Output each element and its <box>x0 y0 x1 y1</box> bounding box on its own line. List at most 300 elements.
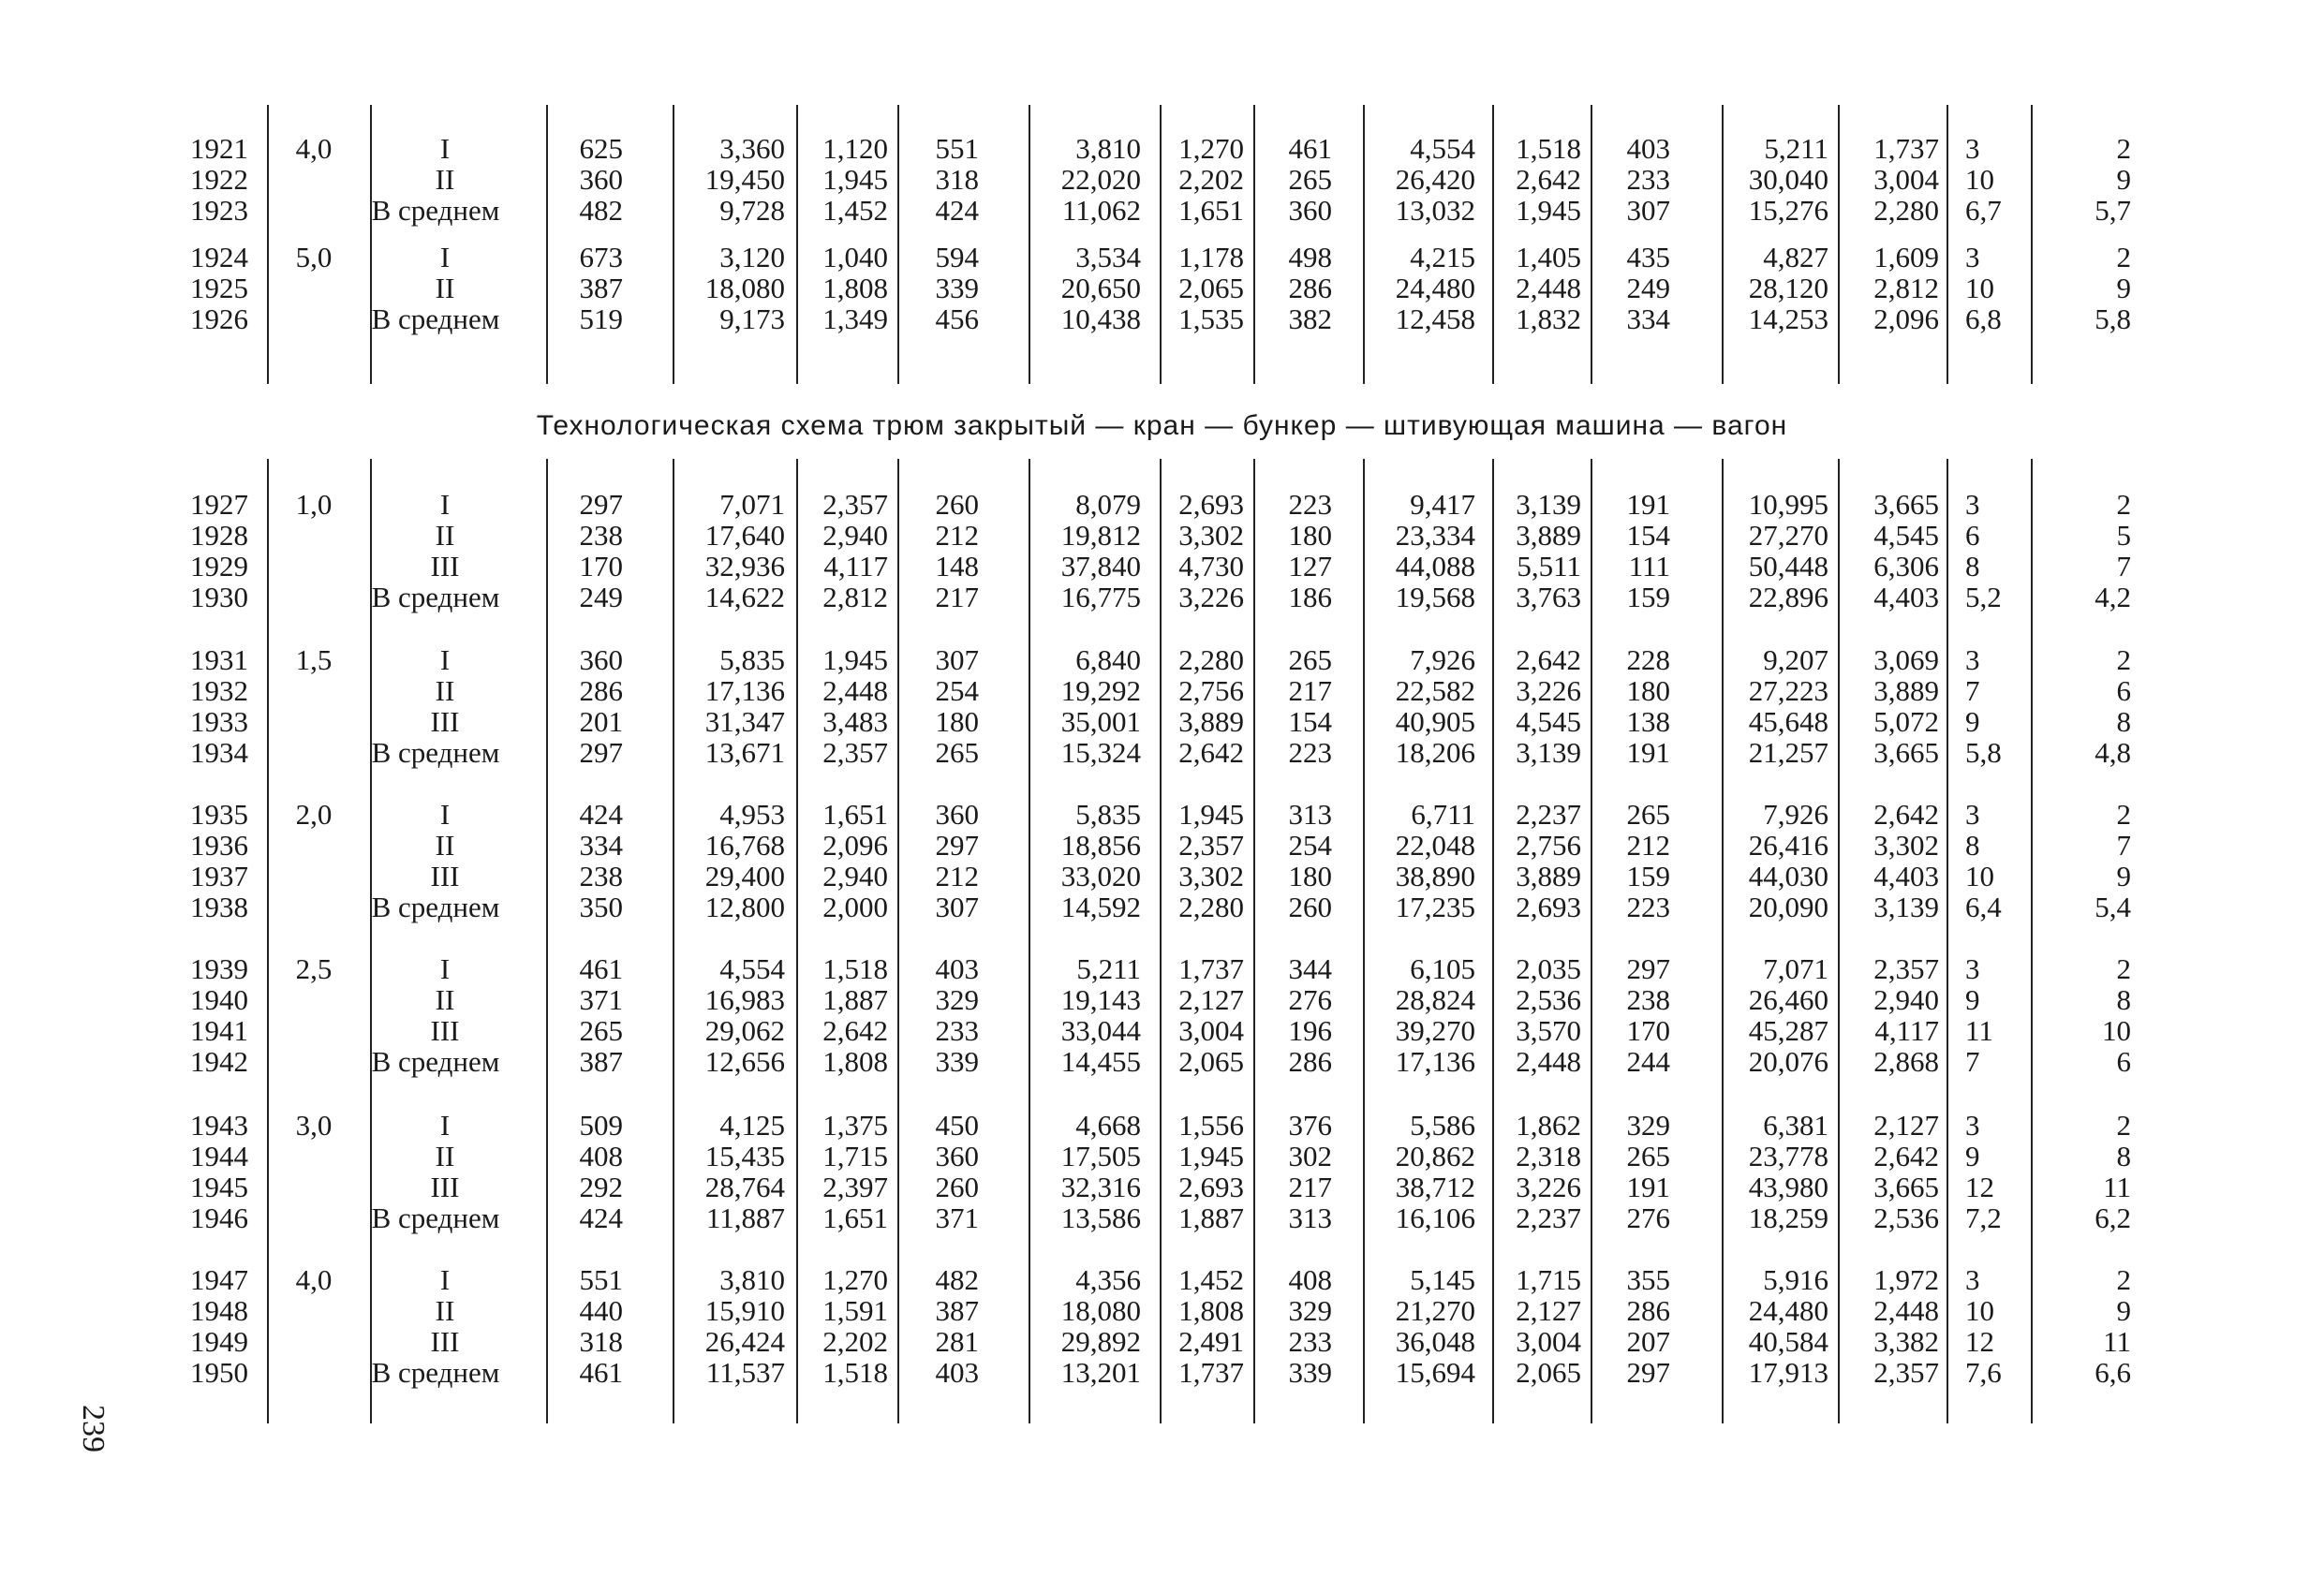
column-divider <box>1591 459 1592 1423</box>
table-cell: 254 <box>935 674 979 707</box>
table-cell: 276 <box>1288 983 1332 1016</box>
table-cell: 40,905 <box>1395 705 1475 738</box>
column-divider <box>2031 459 2033 1423</box>
table-cell: 2 <box>2116 241 2131 273</box>
table-cell-type: В среднем <box>371 581 500 613</box>
column-divider <box>1591 105 1592 384</box>
table-cell: 2,642 <box>1516 643 1581 676</box>
table-cell: 1,518 <box>822 952 888 985</box>
table-cell: 2,237 <box>1516 798 1581 831</box>
table-cell: 12,458 <box>1395 302 1475 335</box>
table-cell: 265 <box>1626 1140 1670 1172</box>
table-cell: 17,505 <box>1060 1140 1141 1172</box>
table-cell: 159 <box>1626 860 1670 892</box>
table-cell: 302 <box>1288 1140 1332 1172</box>
table-cell: 4,730 <box>1178 550 1244 582</box>
column-divider <box>1838 105 1840 384</box>
table-cell: 344 <box>1288 952 1332 985</box>
table-cell: 16,775 <box>1060 581 1141 613</box>
table-cell: 456 <box>935 302 979 335</box>
table-cell: 15,910 <box>704 1294 785 1327</box>
table-cell: 1,808 <box>822 272 888 304</box>
table-cell: 15,276 <box>1748 194 1828 227</box>
table-cell: 440 <box>579 1294 623 1327</box>
table-cell: 313 <box>1288 798 1332 831</box>
table-cell-type: II <box>435 829 455 862</box>
table-cell-year: 1948 <box>190 1294 248 1327</box>
table-cell: 7 <box>1965 674 1980 707</box>
table-cell-year: 1935 <box>190 798 248 831</box>
column-divider <box>673 459 674 1423</box>
table-cell: 2,940 <box>822 519 888 552</box>
table-cell-type: I <box>439 1109 451 1142</box>
table-cell: 360 <box>935 798 979 831</box>
table-cell-year: 1937 <box>190 860 248 892</box>
table-cell: 5,4 <box>2095 891 2131 923</box>
table-cell: 26,460 <box>1748 983 1828 1016</box>
table-cell: 382 <box>1288 302 1332 335</box>
table-cell: 1,832 <box>1516 302 1581 335</box>
table-cell: 2,318 <box>1516 1140 1581 1172</box>
column-divider <box>897 105 899 384</box>
table-cell-year: 1925 <box>190 272 248 304</box>
page-number: 239 <box>76 1405 111 1452</box>
table-cell: 1,270 <box>1178 132 1244 165</box>
table-cell-year: 1933 <box>190 705 248 738</box>
table-cell: 154 <box>1288 705 1332 738</box>
table-cell-year: 1922 <box>190 163 248 196</box>
table-cell: 20,090 <box>1748 891 1828 923</box>
table-cell-type: III <box>430 550 460 582</box>
table-cell: 13,201 <box>1060 1356 1141 1389</box>
table-cell: 2,448 <box>1516 272 1581 304</box>
table-cell: 4,403 <box>1873 860 1939 892</box>
table-cell-type: В среднем <box>371 736 500 769</box>
table-cell: 17,913 <box>1748 1356 1828 1389</box>
table-cell: 1,452 <box>822 194 888 227</box>
table-cell: 1,737 <box>1178 952 1244 985</box>
table-cell: 9 <box>1965 1140 1980 1172</box>
table-cell: 170 <box>579 550 623 582</box>
table-cell-year: 1921 <box>190 132 248 165</box>
table-cell: 2,642 <box>1178 736 1244 769</box>
table-cell: 339 <box>1288 1356 1332 1389</box>
column-divider <box>1722 459 1724 1423</box>
table-cell: 2 <box>2116 798 2131 831</box>
table-cell: 2,642 <box>1873 798 1939 831</box>
table-cell-type: I <box>439 488 451 521</box>
table-cell-type: В среднем <box>371 302 500 335</box>
table-cell: 2 <box>2116 488 2131 521</box>
table-cell: 307 <box>935 891 979 923</box>
table-cell: 2,000 <box>822 891 888 923</box>
table-cell: 27,223 <box>1748 674 1828 707</box>
table-cell: 461 <box>579 1356 623 1389</box>
table-cell: 8 <box>2116 705 2131 738</box>
table-cell: 509 <box>579 1109 623 1142</box>
table-cell: 1,040 <box>822 241 888 273</box>
table-cell: 22,020 <box>1060 163 1141 196</box>
table-cell: 2,940 <box>1873 983 1939 1016</box>
table-cell: 3 <box>1965 241 1980 273</box>
table-cell: 2,536 <box>1516 983 1581 1016</box>
table-cell: 6 <box>2116 1045 2131 1078</box>
table-cell: 2 <box>2116 132 2131 165</box>
table-cell: 355 <box>1626 1263 1670 1296</box>
table-cell: 2,357 <box>822 488 888 521</box>
table-cell: 2,812 <box>822 581 888 613</box>
table-cell: 519 <box>579 302 623 335</box>
table-cell-type: II <box>435 272 455 304</box>
table-cell: 3 <box>1965 488 1980 521</box>
table-cell: 10 <box>1965 272 1994 304</box>
table-cell: 6 <box>2116 674 2131 707</box>
table-cell: 180 <box>1288 860 1332 892</box>
table-cell-type: II <box>435 519 455 552</box>
table-cell: 20,650 <box>1060 272 1141 304</box>
table-cell: 461 <box>579 952 623 985</box>
table-cell-type: III <box>430 1325 460 1358</box>
table-cell: 18,080 <box>704 272 785 304</box>
table-cell: 159 <box>1626 581 1670 613</box>
column-divider <box>1029 459 1030 1423</box>
table-cell: 1,651 <box>822 798 888 831</box>
table-cell: 2,693 <box>1516 891 1581 923</box>
table-cell-year: 1928 <box>190 519 248 552</box>
table-cell: 2,202 <box>1178 163 1244 196</box>
table-cell-type: В среднем <box>371 1356 500 1389</box>
table-cell: 6,306 <box>1873 550 1939 582</box>
table-cell: 127 <box>1288 550 1332 582</box>
table-cell: 233 <box>1288 1325 1332 1358</box>
table-cell-type: II <box>435 163 455 196</box>
table-cell: 2,280 <box>1873 194 1939 227</box>
table-cell-year: 1950 <box>190 1356 248 1389</box>
table-cell-param: 1,0 <box>295 488 333 521</box>
table-cell: 191 <box>1626 1171 1670 1203</box>
table-cell: 424 <box>579 798 623 831</box>
table-cell-type: В среднем <box>371 1045 500 1078</box>
table-cell: 3,302 <box>1178 519 1244 552</box>
table-cell: 23,334 <box>1395 519 1475 552</box>
table-cell-year: 1931 <box>190 643 248 676</box>
column-divider <box>370 459 372 1423</box>
table-cell-param: 1,5 <box>295 643 333 676</box>
column-divider <box>1947 459 1948 1423</box>
table-cell: 2,357 <box>1873 1356 1939 1389</box>
column-divider <box>1029 105 1030 384</box>
table-cell: 318 <box>579 1325 623 1358</box>
table-cell: 19,292 <box>1060 674 1141 707</box>
table-cell: 5,211 <box>1764 132 1828 165</box>
table-cell-year: 1936 <box>190 829 248 862</box>
table-cell: 180 <box>935 705 979 738</box>
table-cell-type: I <box>439 132 451 165</box>
table-cell: 4,554 <box>1410 132 1475 165</box>
table-cell: 11 <box>1965 1014 1993 1047</box>
table-cell: 191 <box>1626 488 1670 521</box>
table-cell: 4,545 <box>1873 519 1939 552</box>
table-cell: 2,065 <box>1516 1356 1581 1389</box>
column-divider <box>796 105 798 384</box>
table-cell: 1,556 <box>1178 1109 1244 1142</box>
table-cell: 4,356 <box>1075 1263 1141 1296</box>
table-cell: 212 <box>1626 829 1670 862</box>
table-cell: 19,568 <box>1395 581 1475 613</box>
table-cell: 254 <box>1288 829 1332 862</box>
table-cell: 3,139 <box>1516 736 1581 769</box>
table-cell: 24,480 <box>1395 272 1475 304</box>
table-cell: 2,536 <box>1873 1201 1939 1234</box>
table-cell: 2,202 <box>822 1325 888 1358</box>
table-cell: 180 <box>1288 519 1332 552</box>
table-cell: 1,120 <box>822 132 888 165</box>
table-cell: 1,945 <box>1178 798 1244 831</box>
table-cell-year: 1932 <box>190 674 248 707</box>
column-divider <box>1160 105 1162 384</box>
table-cell-year: 1929 <box>190 550 248 582</box>
table-cell: 14,622 <box>704 581 785 613</box>
table-cell-year: 1942 <box>190 1045 248 1078</box>
table-cell: 6,6 <box>2095 1356 2131 1389</box>
table-cell: 339 <box>935 1045 979 1078</box>
table-cell: 6,381 <box>1763 1109 1828 1142</box>
table-cell: 6,105 <box>1410 952 1475 985</box>
table-cell: 13,586 <box>1060 1201 1141 1234</box>
table-cell: 9 <box>1965 705 1980 738</box>
table-cell: 297 <box>1626 1356 1670 1389</box>
table-cell-type: III <box>430 860 460 892</box>
table-cell: 16,983 <box>704 983 785 1016</box>
table-cell-param: 2,0 <box>295 798 333 831</box>
table-cell: 360 <box>579 163 623 196</box>
table-cell: 17,640 <box>704 519 785 552</box>
table-cell: 4,545 <box>1516 705 1581 738</box>
table-cell: 3,120 <box>719 241 785 273</box>
table-cell: 11 <box>2103 1325 2131 1358</box>
table-cell: 9 <box>2116 163 2131 196</box>
table-cell: 2,940 <box>822 860 888 892</box>
table-cell-type: II <box>435 1140 455 1172</box>
table-cell: 22,048 <box>1395 829 1475 862</box>
table-cell: 38,890 <box>1395 860 1475 892</box>
table-cell: 1,405 <box>1516 241 1581 273</box>
table-cell: 8 <box>2116 983 2131 1016</box>
table-cell: 2 <box>2116 1263 2131 1296</box>
table-cell: 23,778 <box>1748 1140 1828 1172</box>
table-cell: 2,280 <box>1178 891 1244 923</box>
table-cell: 387 <box>935 1294 979 1327</box>
table-cell: 217 <box>1288 674 1332 707</box>
table-cell-year: 1940 <box>190 983 248 1016</box>
table-cell: 2,642 <box>822 1014 888 1047</box>
table-cell: 207 <box>1626 1325 1670 1358</box>
table-cell: 2,035 <box>1516 952 1581 985</box>
table-cell-param: 2,5 <box>295 952 333 985</box>
table-cell: 297 <box>935 829 979 862</box>
table-cell: 297 <box>1626 952 1670 985</box>
table-cell: 10 <box>2102 1014 2131 1047</box>
table-cell: 1,178 <box>1178 241 1244 273</box>
table-cell: 28,824 <box>1395 983 1475 1016</box>
table-cell: 2,127 <box>1178 983 1244 1016</box>
table-cell: 21,270 <box>1395 1294 1475 1327</box>
table-cell: 244 <box>1626 1045 1670 1078</box>
table-cell: 44,088 <box>1395 550 1475 582</box>
table-cell: 50,448 <box>1748 550 1828 582</box>
table-cell: 9,173 <box>719 302 785 335</box>
table-cell: 223 <box>1626 891 1670 923</box>
table-cell: 3,302 <box>1873 829 1939 862</box>
table-cell: 1,737 <box>1873 132 1939 165</box>
table-cell: 2 <box>2116 643 2131 676</box>
table-cell: 2,357 <box>1178 829 1244 862</box>
table-cell: 1,651 <box>822 1201 888 1234</box>
table-cell: 4,8 <box>2095 736 2131 769</box>
table-cell: 31,347 <box>704 705 785 738</box>
table-cell: 217 <box>1288 1171 1332 1203</box>
table-cell: 387 <box>579 272 623 304</box>
table-cell: 276 <box>1626 1201 1670 1234</box>
table-cell: 20,076 <box>1748 1045 1828 1078</box>
table-cell: 138 <box>1626 705 1670 738</box>
table-cell: 2,237 <box>1516 1201 1581 1234</box>
table-cell: 2,397 <box>822 1171 888 1203</box>
table-cell: 5,7 <box>2095 194 2131 227</box>
table-cell: 2,280 <box>1178 643 1244 676</box>
table-cell: 111 <box>1628 550 1670 582</box>
table-cell: 3,810 <box>1075 132 1141 165</box>
table-cell: 1,349 <box>822 302 888 335</box>
column-divider <box>1492 459 1494 1423</box>
table-cell: 4,668 <box>1075 1109 1141 1142</box>
table-cell: 2,065 <box>1178 272 1244 304</box>
table-cell-type: I <box>439 798 451 831</box>
table-cell-type: В среднем <box>371 194 500 227</box>
table-cell-year: 1943 <box>190 1109 248 1142</box>
table-cell-year: 1945 <box>190 1171 248 1203</box>
table-cell: 1,945 <box>822 643 888 676</box>
table-cell: 2 <box>2116 952 2131 985</box>
table-cell: 2,127 <box>1516 1294 1581 1327</box>
column-divider <box>673 105 674 384</box>
table-cell: 2,357 <box>822 736 888 769</box>
table-cell: 334 <box>579 829 623 862</box>
table-cell: 551 <box>579 1263 623 1296</box>
table-cell: 3 <box>1965 1263 1980 1296</box>
table-cell: 14,592 <box>1060 891 1141 923</box>
table-cell: 265 <box>1626 798 1670 831</box>
table-cell: 313 <box>1288 1201 1332 1234</box>
table-cell-year: 1946 <box>190 1201 248 1234</box>
table-cell: 3,226 <box>1516 674 1581 707</box>
table-cell: 3,889 <box>1873 674 1939 707</box>
table-cell: 4,554 <box>719 952 785 985</box>
table-cell: 19,143 <box>1060 983 1141 1016</box>
table-cell: 403 <box>935 952 979 985</box>
table-cell: 17,235 <box>1395 891 1475 923</box>
table-cell: 154 <box>1626 519 1670 552</box>
table-cell: 1,591 <box>822 1294 888 1327</box>
table-cell: 3,665 <box>1873 1171 1939 1203</box>
table-cell: 3,382 <box>1873 1325 1939 1358</box>
table-cell: 24,480 <box>1748 1294 1828 1327</box>
table-cell: 1,737 <box>1178 1356 1244 1389</box>
table-cell: 1,945 <box>822 163 888 196</box>
table-cell: 15,324 <box>1060 736 1141 769</box>
table-cell: 1,862 <box>1516 1109 1581 1142</box>
table-cell: 249 <box>1626 272 1670 304</box>
table-cell: 2,357 <box>1873 952 1939 985</box>
table-cell: 482 <box>935 1263 979 1296</box>
table-cell: 19,450 <box>704 163 785 196</box>
table-cell: 265 <box>1288 643 1332 676</box>
table-cell: 424 <box>579 1201 623 1234</box>
table-cell: 11 <box>2103 1171 2131 1203</box>
table-cell: 2,127 <box>1873 1109 1939 1142</box>
table-cell: 19,812 <box>1060 519 1141 552</box>
table-cell: 7,071 <box>719 488 785 521</box>
table-cell: 2,096 <box>822 829 888 862</box>
table-cell: 6,7 <box>1965 194 2002 227</box>
table-cell: 3 <box>1965 798 1980 831</box>
table-cell: 265 <box>579 1014 623 1047</box>
column-divider <box>897 459 899 1423</box>
table-cell: 265 <box>1288 163 1332 196</box>
table-cell: 223 <box>1288 736 1332 769</box>
table-cell: 29,062 <box>704 1014 785 1047</box>
table-cell: 28,120 <box>1748 272 1828 304</box>
table-cell: 16,106 <box>1395 1201 1475 1234</box>
table-cell-type: В среднем <box>371 1201 500 1234</box>
table-cell: 12,800 <box>704 891 785 923</box>
scheme-heading: Технологическая схема трюм закрытый — кран — бункер — штивующая машина — вагон <box>536 410 1788 441</box>
table-cell: 5,916 <box>1763 1263 1828 1296</box>
table-cell: 4,2 <box>2095 581 2131 613</box>
table-cell: 4,117 <box>1874 1014 1939 1047</box>
table-cell: 594 <box>935 241 979 273</box>
column-divider <box>1838 459 1840 1423</box>
table-cell: 10,438 <box>1060 302 1141 335</box>
table-cell: 10 <box>1965 860 1994 892</box>
table-cell: 260 <box>1288 891 1332 923</box>
table-cell: 249 <box>579 581 623 613</box>
table-cell: 43,980 <box>1748 1171 1828 1203</box>
table-cell-type: I <box>439 241 451 273</box>
table-cell: 7,2 <box>1965 1201 2002 1234</box>
table-cell-type: III <box>430 705 460 738</box>
table-cell: 9 <box>2116 860 2131 892</box>
table-cell: 18,206 <box>1395 736 1475 769</box>
table-cell-type: III <box>430 1014 460 1047</box>
table-cell: 424 <box>935 194 979 227</box>
table-cell: 8 <box>1965 550 1980 582</box>
table-cell: 334 <box>1626 302 1670 335</box>
table-cell: 329 <box>1626 1109 1670 1142</box>
table-cell: 10 <box>1965 163 1994 196</box>
table-cell: 22,582 <box>1395 674 1475 707</box>
table-cell-type: II <box>435 1294 455 1327</box>
table-cell: 223 <box>1288 488 1332 521</box>
column-divider <box>267 105 269 384</box>
table-cell-year: 1938 <box>190 891 248 923</box>
table-cell: 329 <box>935 983 979 1016</box>
table-cell: 13,032 <box>1395 194 1475 227</box>
table-cell: 297 <box>579 488 623 521</box>
table-cell: 1,887 <box>822 983 888 1016</box>
table-cell: 3,004 <box>1178 1014 1244 1047</box>
table-cell: 238 <box>579 860 623 892</box>
